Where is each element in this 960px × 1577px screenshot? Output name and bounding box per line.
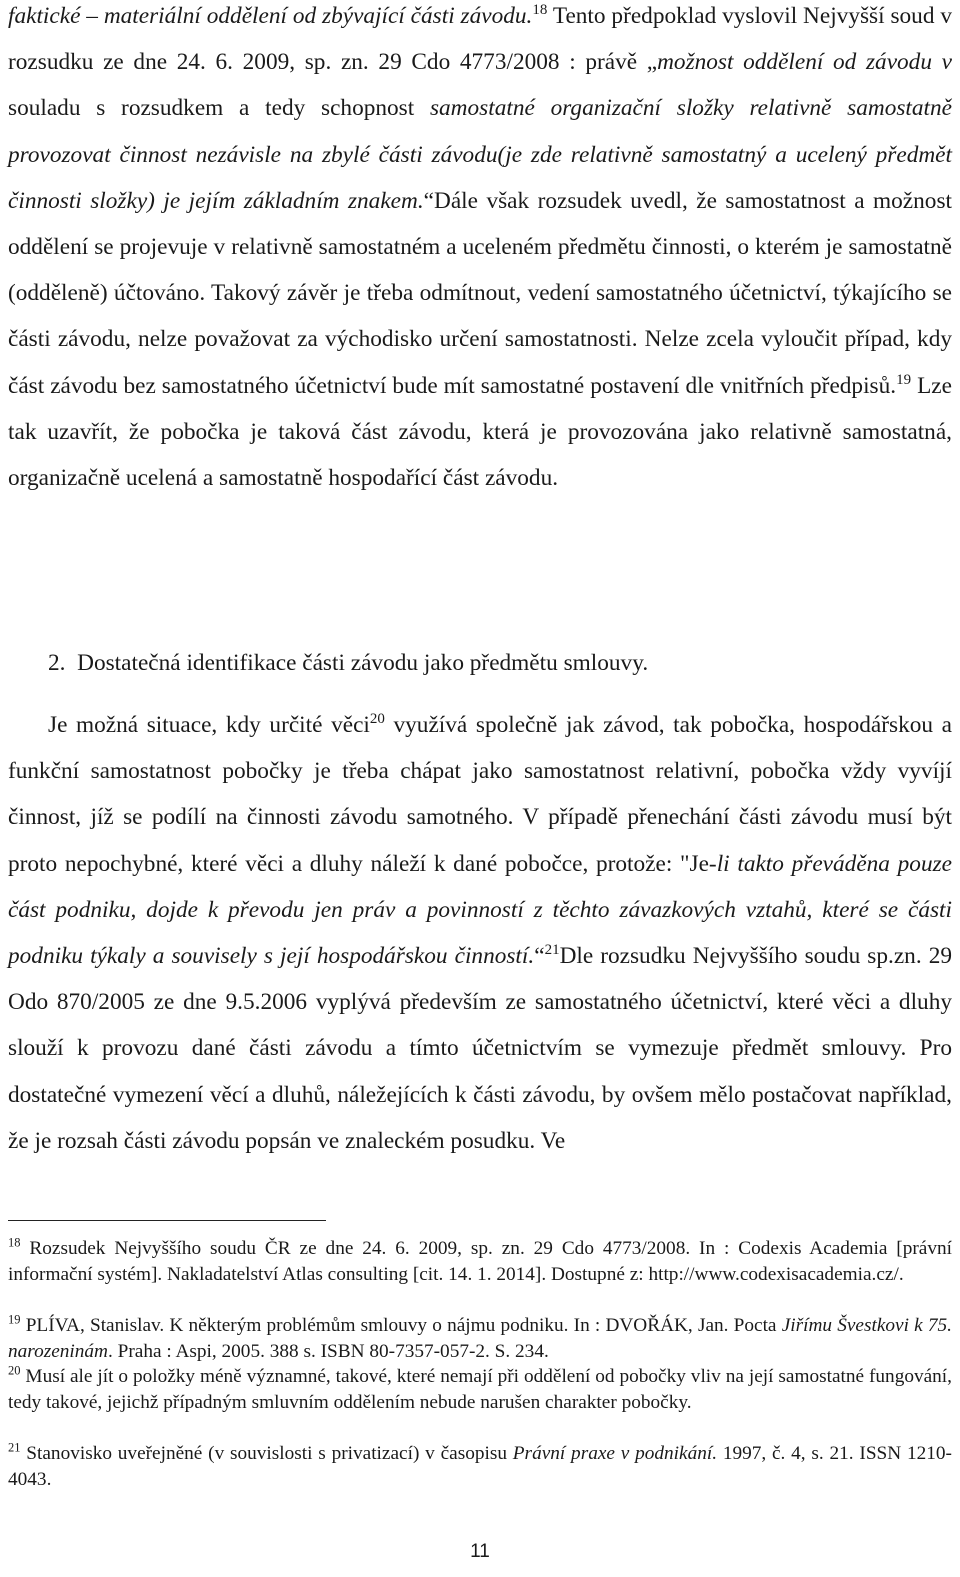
footnote-ref-21[interactable]: 21	[544, 942, 560, 959]
footnote-number: 20	[8, 1363, 21, 1378]
text-run: Je možná situace, kdy určité věci	[48, 712, 370, 738]
text-run: Dle rozsudku Nejvyššího soudu sp.zn. 29 Odo 870/2005 ze dne 9.5.2006 vyplývá především ze samostatného účetnictví, které věci a dluhy slouží k provozu dané části závodu a tímto účetnictvím se vymezuje předmět smlouvy. Pro dostatečné vymezení věcí a dluhů, náležejících k části závodu, by ovšem mělo postačovat například, že je rozsah části závodu popsán ve znaleckém posudku. Ve	[8, 943, 952, 1154]
footnote-ref-20[interactable]: 20	[369, 711, 385, 728]
italic-run: faktické – materiální oddělení od zbývající části závodu.	[8, 3, 533, 29]
footnote-text: 1997, č. 4, s. 21. ISSN 1210-4043.	[8, 1443, 952, 1490]
footnote-ref-19[interactable]: 19	[896, 371, 912, 388]
section-number: 2.	[48, 650, 66, 676]
italic-run: samostatné organizační složky relativně samostatně provozovat činnost nezávisle na zbylé části závodu(je zde relativně samostatný a ucelený předmět činnosti složky) je jejím základním znakem.	[8, 95, 952, 214]
section-heading	[48, 643, 648, 683]
text-run: Lze tak uzavřít, že pobočka je taková část závodu, která je provozována jako relativně samostatná, organizačně ucelená a samostatně hospodařící část závodu.	[8, 372, 952, 492]
footnote-19	[8, 1313, 952, 1365]
footnote-separator	[8, 1220, 326, 1221]
paragraph-1	[8, 0, 952, 501]
italic-run: Právní praxe v podnikání.	[512, 1443, 718, 1464]
footnote-text: Musí ale jít o položky méně významné, takové, které nemají při oddělení od pobočky vliv na její samostatné fungování, tedy takové, jejichž případným smluvním oddělením nebude narušen charakter pobočky.	[8, 1366, 952, 1413]
text-run: “	[423, 187, 435, 214]
footnote-number: 19	[8, 1312, 21, 1327]
footnote-text: . Praha : Aspi, 2005. 388 s. ISBN 80-7357-057-2. S. 234.	[107, 1340, 549, 1362]
text-run: Dále však rozsudek uvedl, že samostatnost a možnost oddělení se projevuje v relativně samostatném a uceleném předmětu činnosti, o kterém je samostatně (odděleně) účtováno. Takový závěr je třeba odmítnout, vedení samostatného účetnictví, týkajícího se části závodu, nelze považovat za východisko určení samostatnosti. Nelze zcela vyloučit případ, kdy část závodu bez samostatného účetnictví bude mít samostatné postavení dle vnitřních předpisů.	[8, 187, 952, 399]
text-run: využívá společně jak závod, tak pobočka, hospodářskou a funkční samostatnost pobočky je třeba chápat jako samostatnost relativní, pobočka vždy vyvíjí činnost, jíž se podílí na činnosti závodu samotného. V případě přenechání části závodu musí být proto nepochybné, které věci a dluhy náleží k dané pobočce, protože: "Je-	[8, 712, 952, 877]
italic-run: Jiřímu Švestkovi k 75. narozeninám	[8, 1315, 952, 1362]
footnote-number: 18	[8, 1235, 21, 1250]
footnote-21	[8, 1441, 952, 1493]
italic-run: li takto převáděna pouze část podniku, dojde k převodu jen práv a povinností z těchto závazkových vztahů, které se části podniku týkaly a souvisely s její hospodářskou činností.	[8, 850, 953, 970]
footnote-18	[8, 1236, 952, 1288]
footnote-text: Stanovisko uveřejněné (v souvislosti s privatizací) v časopisu	[20, 1443, 513, 1464]
footnote-text: PLÍVA, Stanislav. K některým problémům smlouvy o nájmu podniku. In : DVOŘÁK, Jan. Pocta	[20, 1315, 782, 1336]
text-run: “	[534, 943, 545, 970]
paragraph-2	[8, 702, 952, 1164]
section-title: Dostatečná identifikace části závodu jako předmětu smlouvy.	[77, 650, 649, 676]
page-number: 11	[470, 1541, 490, 1562]
italic-run: možnost oddělení od závodu v	[657, 49, 952, 76]
text-run: Tento předpoklad vyslovil Nejvyšší soud v rozsudku ze dne 24. 6. 2009, sp. zn. 29 Cdo 4773/2008 : právě „	[8, 3, 952, 76]
text-run: souladu s rozsudkem a tedy schopnost	[8, 95, 430, 122]
footnote-ref-18[interactable]: 18	[532, 2, 548, 19]
footnote-20	[8, 1364, 952, 1416]
footnote-number: 21	[8, 1440, 21, 1455]
footnote-text: Rozsudek Nejvyššího soudu ČR ze dne 24. 6. 2009, sp. zn. 29 Cdo 4773/2008. In : Codexis Academia [právní informační systém]. Nakladatelství Atlas consulting [cit. 14. 1. 2014]. Dostupné z: http://www.codexisacademia.cz/.	[8, 1238, 952, 1285]
